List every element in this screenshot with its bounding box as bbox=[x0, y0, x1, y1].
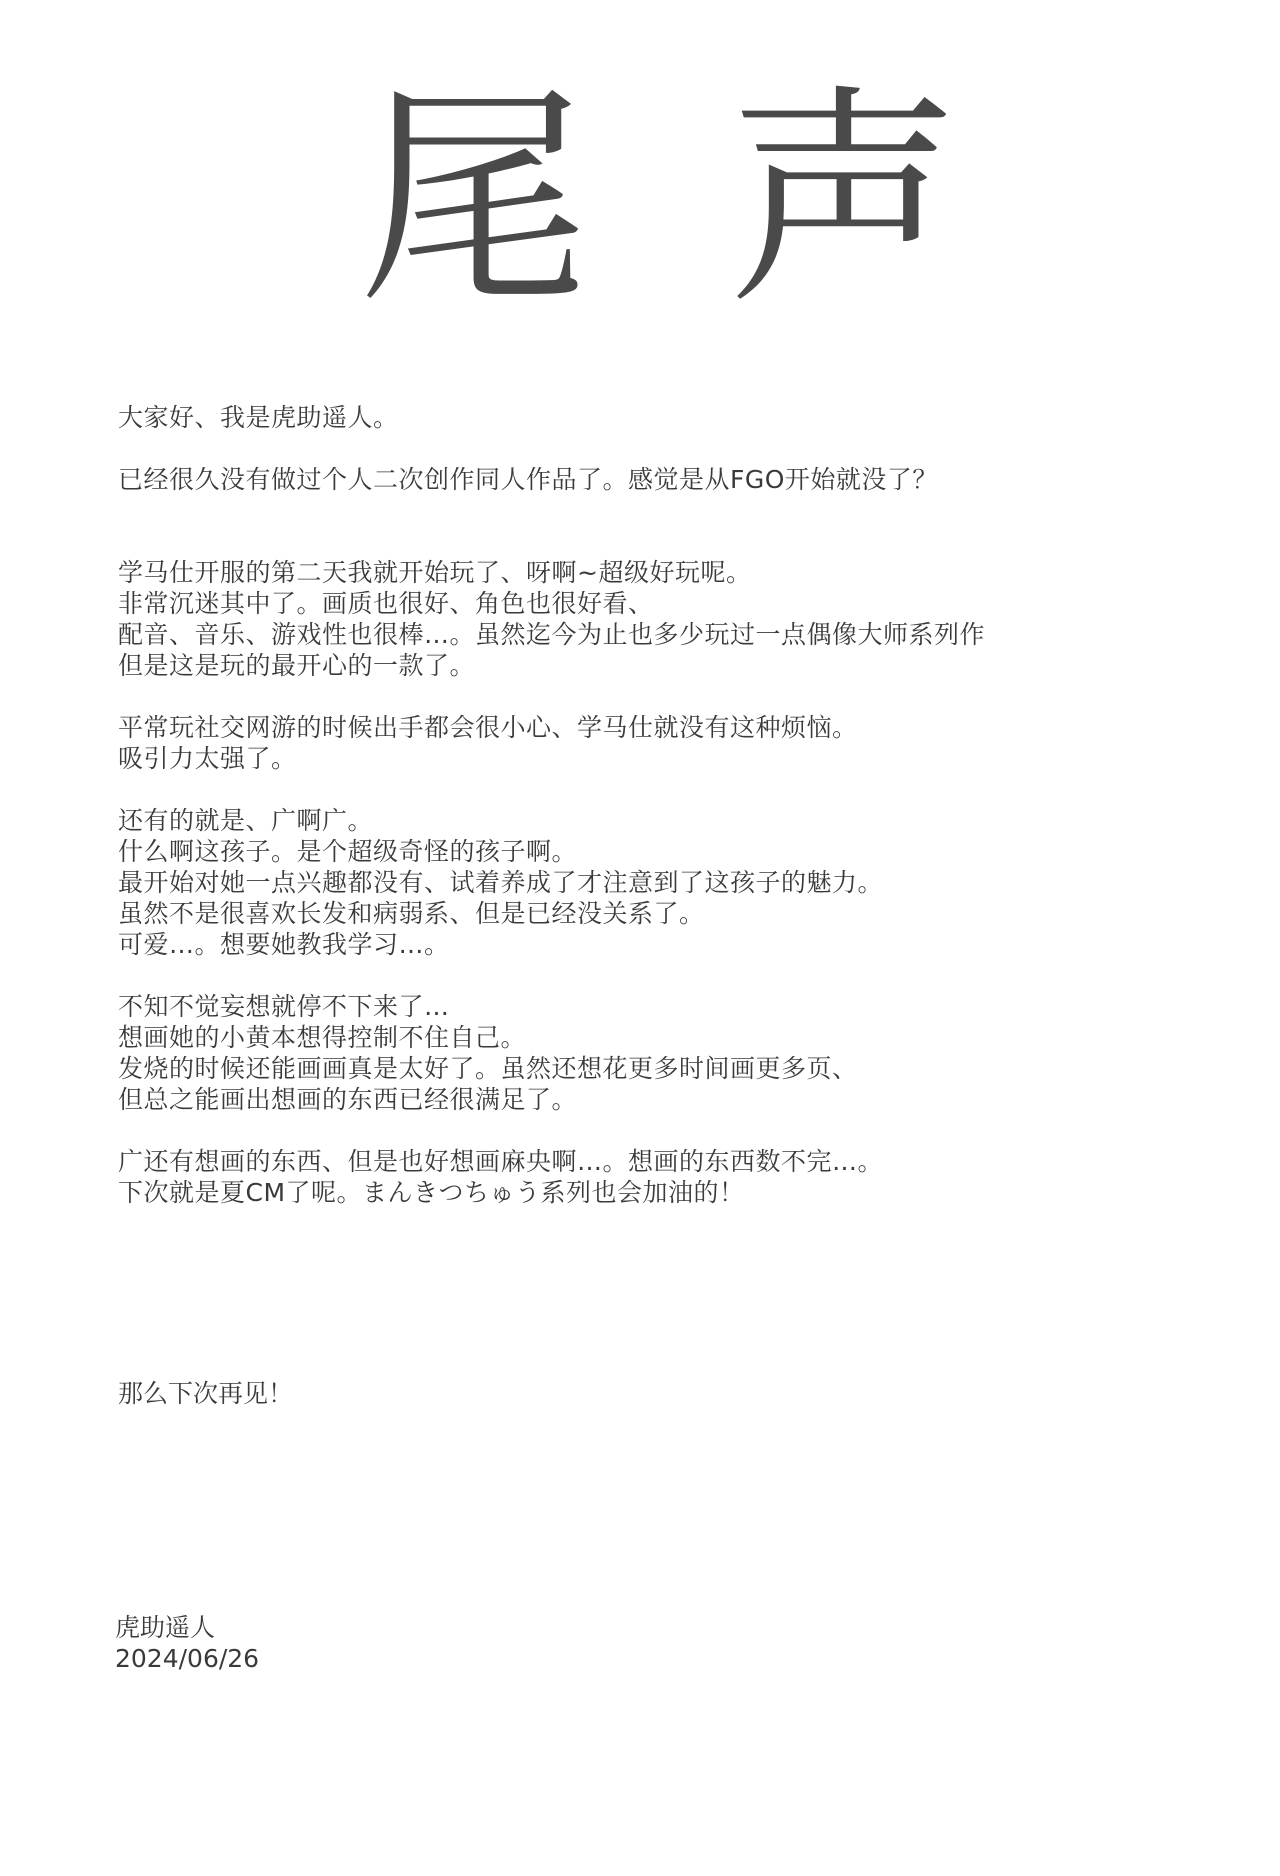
author-name: 虎助遥人 bbox=[115, 1613, 216, 1642]
text-line: 大家好、我是虎助遥人。 bbox=[118, 403, 399, 432]
text-line: 最开始对她一点兴趣都没有、试着养成了才注意到了这孩子的魅力。 bbox=[118, 868, 884, 897]
paragraph-intro bbox=[118, 464, 1178, 495]
text-line: 广还有想画的东西、但是也好想画麻央啊…。想画的东西数不完…。 bbox=[118, 1147, 884, 1176]
text-line: 下次就是夏CM了呢。まんきつちゅう系列也会加油的！ bbox=[118, 1178, 745, 1207]
paragraph-game bbox=[118, 557, 1178, 681]
text-line: 发烧的时候还能画画真是太好了。虽然还想花更多时间画更多页、 bbox=[118, 1054, 858, 1083]
text-line: 但总之能画出想画的东西已经很满足了。 bbox=[118, 1085, 578, 1114]
text-line: 什么啊这孩子。是个超级奇怪的孩子啊。 bbox=[118, 837, 578, 866]
paragraph-next bbox=[118, 1146, 1178, 1208]
paragraph-social bbox=[118, 712, 1178, 774]
page-title bbox=[0, 65, 1280, 335]
text-line: 还有的就是、广啊广。 bbox=[118, 806, 374, 835]
afterword-body bbox=[118, 402, 1178, 1208]
paragraph-character bbox=[118, 805, 1178, 960]
text-line: 吸引力太强了。 bbox=[118, 744, 297, 773]
title-char-2: 声 bbox=[728, 65, 961, 335]
paragraph-drawing bbox=[118, 991, 1178, 1115]
title-char-1: 尾 bbox=[358, 65, 591, 335]
text-line: 学马仕开服的第二天我就开始玩了、呀啊~超级好玩呢。 bbox=[118, 558, 752, 587]
signature-date: 2024/06/26 bbox=[115, 1644, 260, 1673]
signature-block bbox=[115, 1612, 259, 1674]
text-line: 已经很久没有做过个人二次创作同人作品了。感觉是从FGO开始就没了？ bbox=[118, 465, 938, 494]
text-line: 虽然不是很喜欢长发和病弱系、但是已经没关系了。 bbox=[118, 899, 705, 928]
text-line: 平常玩社交网游的时候出手都会很小心、学马仕就没有这种烦恼。 bbox=[118, 713, 858, 742]
closing-line: 那么下次再见！ bbox=[118, 1379, 294, 1408]
text-line: 配音、音乐、游戏性也很棒…。虽然迄今为止也多少玩过一点偶像大师系列作 bbox=[118, 620, 986, 649]
text-line: 不知不觉妄想就停不下来了… bbox=[118, 992, 450, 1021]
text-line: 想画她的小黄本想得控制不住自己。 bbox=[118, 1023, 527, 1052]
text-line: 非常沉迷其中了。画质也很好、角色也很好看、 bbox=[118, 589, 654, 618]
text-line: 可爱…。想要她教我学习…。 bbox=[118, 930, 450, 959]
paragraph-greeting bbox=[118, 402, 1178, 433]
text-line: 但是这是玩的最开心的一款了。 bbox=[118, 651, 476, 680]
